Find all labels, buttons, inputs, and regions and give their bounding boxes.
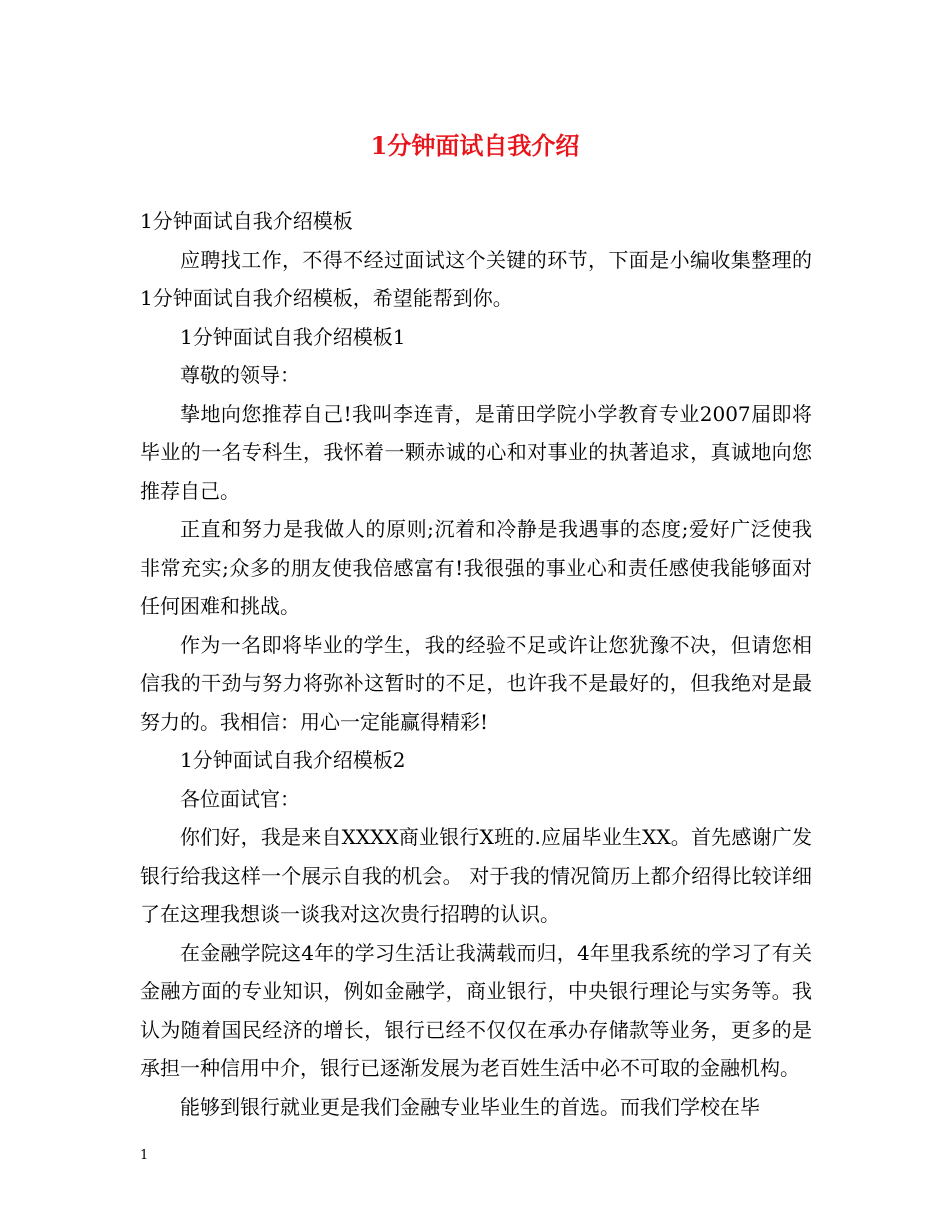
paragraph: 1分钟面试自我介绍模板 — [140, 209, 353, 233]
paragraph: 1分钟面试自我介绍模板1 — [180, 324, 406, 349]
paragraph: 应聘找工作，不得不经过面试这个关键的环节，下面是小编收集整理的1分钟面试自我介绍模板，希望能帮到你。 — [140, 247, 812, 310]
document-title: 1分钟面试自我介绍 — [370, 131, 580, 160]
paragraph: 你们好，我是来自XXXX商业银行X班的.应届毕业生XX。首先感谢广发银行给我这样一个展示自我的机会。 对于我的情况简历上都介绍得比较详细了在这理我想谈一谈我对这次贵行招聘的认识。 — [140, 825, 812, 926]
paragraph: 1分钟面试自我介绍模板2 — [180, 748, 406, 772]
paragraph: 正直和努力是我做人的原则;沉着和冷静是我遇事的态度;爱好广泛使我非常充实;众多的朋友使我倍感富有!我很强的事业心和责任感使我能够面对任何困难和挑战。 — [140, 517, 812, 618]
paragraph: 能够到银行就业更是我们金融专业毕业生的首选。而我们学校在毕 — [180, 1094, 760, 1119]
paragraph: 作为一名即将毕业的学生，我的经验不足或许让您犹豫不决，但请您相信我的干劲与努力将弥补这暂时的不足，也许我不是最好的，但我绝对是最努力的。我相信：用心一定能赢得精彩! — [140, 632, 812, 734]
document-body — [140, 202, 812, 1126]
page-number: 1 — [140, 1148, 149, 1163]
paragraph: 各位面试官： — [180, 786, 300, 811]
paragraph: 尊敬的领导： — [180, 363, 300, 387]
paragraph: 挚地向您推荐自己!我叫李连青，是莆田学院小学教育专业2007届即将毕业的一名专科生，我怀着一颗赤诚的心和对事业的执著追求，真诚地向您推荐自己。 — [140, 401, 812, 503]
paragraph: 在金融学院这4年的学习生活让我满载而归，4年里我系统的学习了有关金融方面的专业知识，例如金融学，商业银行，中央银行理论与实务等。我认为随着国民经济的增长，银行已经不仅仅在承办存储款等业务，更多的是承担一种信用中介，银行已逐渐发展为老百姓生活中必不可取的金融机构。 — [140, 940, 812, 1080]
